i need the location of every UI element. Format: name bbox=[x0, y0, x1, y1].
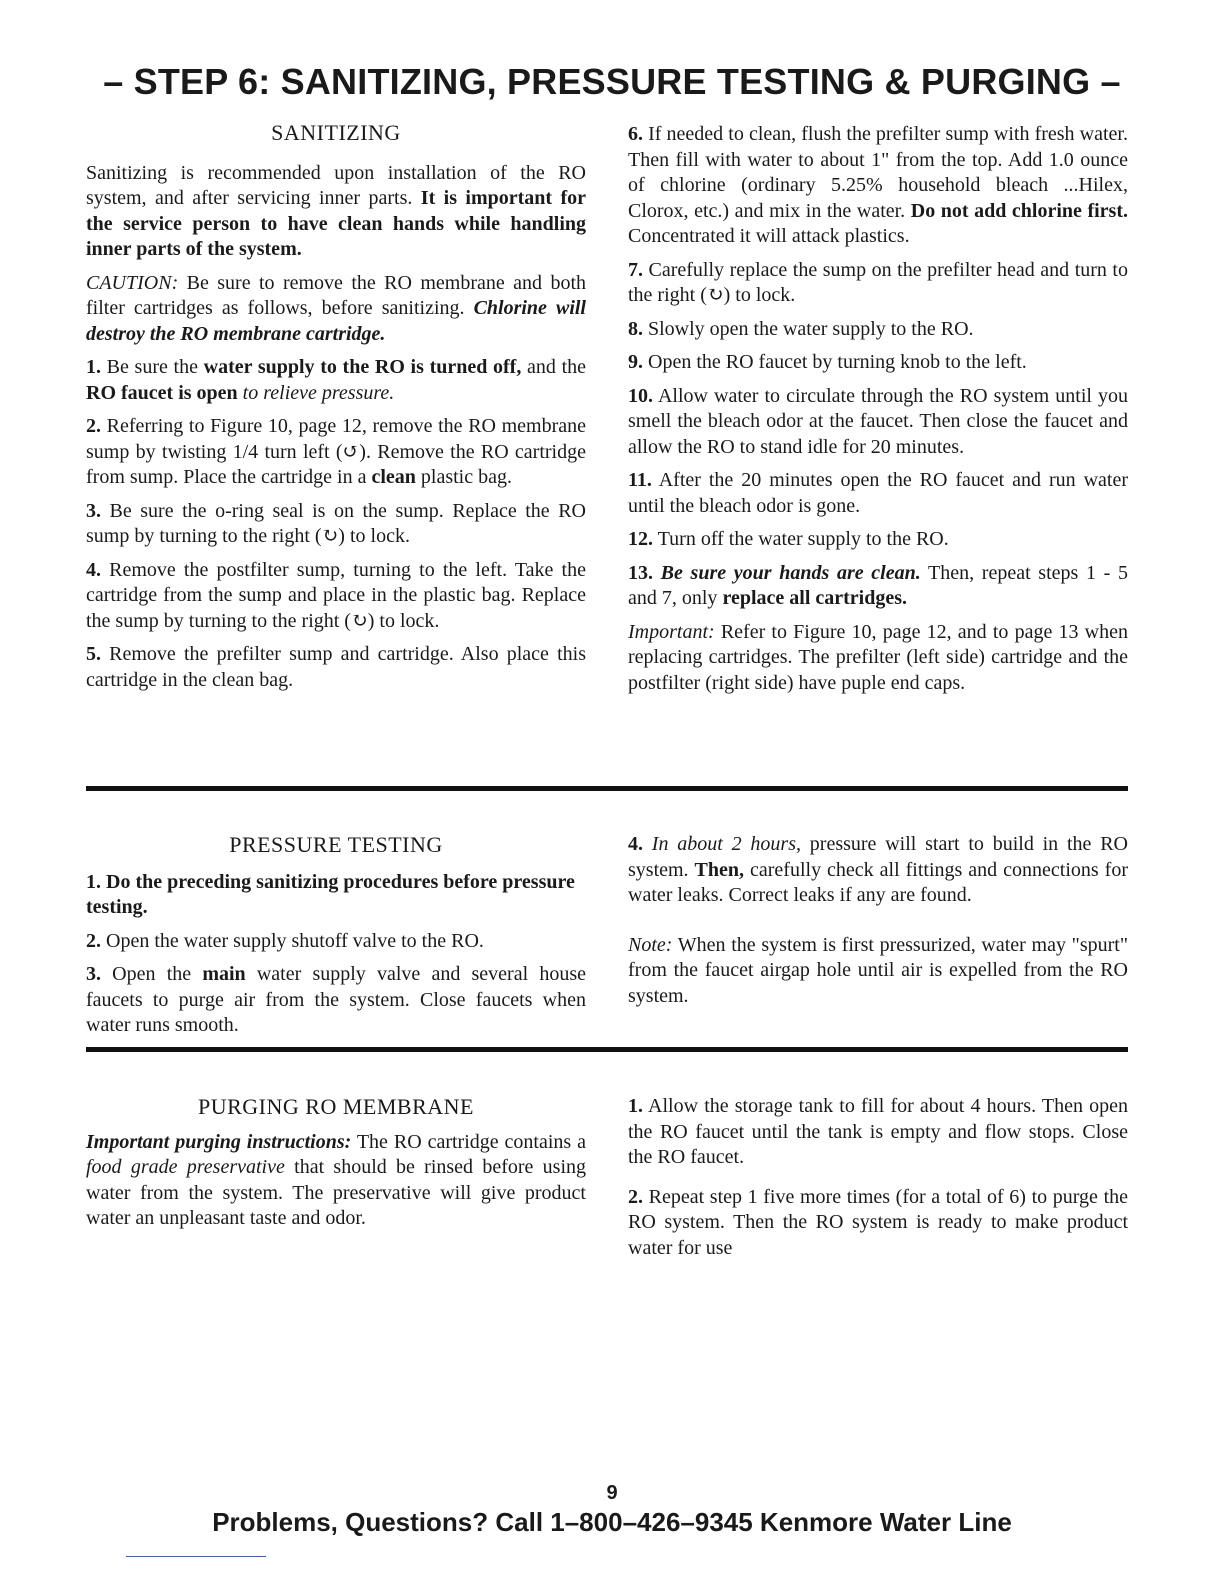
pressure-testing-heading: PRESSURE TESTING bbox=[229, 832, 443, 857]
sanitizing-step-1: 1. Be sure the water supply to the RO is turned off, and the RO faucet is open to relieve pressure. bbox=[86, 356, 586, 404]
pressure-step-1: 1. Do the preceding sanitizing procedures before pressure testing. bbox=[86, 870, 575, 918]
purging-step-1: 1. Allow the storage tank to fill for about 4 hours. Then open the RO faucet until the tank is empty and flow stops. Close the RO faucet. bbox=[628, 1095, 1128, 1168]
scan-mark bbox=[126, 1556, 266, 1557]
sanitizing-left-column bbox=[86, 120, 586, 701]
caution-paragraph: CAUTION: Be sure to remove the RO membrane and both filter cartridges as follows, before sanitizing. Chlorine will destroy the RO membrane cartridge. bbox=[86, 271, 586, 345]
pressure-step-4: 4. In about 2 hours, pressure will start to build in the RO system. Then, carefully check all fittings and connections for water leaks. Correct leaks if any are found. bbox=[628, 833, 1128, 906]
sanitizing-step-3: 3. Be sure the o-ring seal is on the sump. Replace the RO sump by turning to the right (↻) to lock. bbox=[86, 499, 586, 547]
sanitizing-step-7: 7. Carefully replace the sump on the prefilter head and turn to the right (↻) to lock. bbox=[628, 258, 1128, 306]
helpline-footer: Problems, Questions? Call 1–800–426–9345 Kenmore Water Line bbox=[212, 1507, 1012, 1537]
sanitizing-step-12: 12. Turn off the water supply to the RO. bbox=[628, 528, 949, 550]
sanitizing-right-column bbox=[628, 122, 1128, 704]
page-number: 9 bbox=[606, 1482, 618, 1504]
sanitizing-heading: SANITIZING bbox=[271, 120, 401, 145]
sanitizing-step-13: 13. Be sure your hands are clean. Then, repeat steps 1 - 5 and 7, only replace all cartridges. bbox=[628, 561, 1128, 609]
purging-right-column bbox=[628, 1094, 1128, 1269]
sanitizing-step-6: 6. If needed to clean, flush the prefilter sump with fresh water. Then fill with water to about 1" from the top. Add 1.0 ounce of chlorine (ordinary 5.25% household bleach ...Hilex, Clorox, etc.) and mix in the water. Do not add chlorine first. Concentrated it will attack plastics. bbox=[628, 123, 1128, 247]
purging-intro: Important purging instructions: The RO cartridge contains a food grade preservative that should be rinsed before using water from the system. The preservative will give product water an unpleasant taste and odor. bbox=[86, 1130, 587, 1229]
section-divider-1 bbox=[86, 786, 1128, 791]
important-note: Important: Refer to Figure 10, page 12, and to page 13 when replacing cartridges. The prefilter (left side) cartridge and the postfilter (right side) have puple end caps. bbox=[628, 620, 1128, 694]
purging-heading: PURGING RO MEMBRANE bbox=[198, 1094, 474, 1119]
purging-left-column bbox=[86, 1094, 586, 1240]
sanitizing-step-9: 9. Open the RO faucet by turning knob to the left. bbox=[628, 351, 1027, 373]
pressure-testing-left-column bbox=[86, 832, 586, 1047]
pressure-step-2: 2. Open the water supply shutoff valve to the RO. bbox=[86, 929, 484, 952]
pressure-step-3: 3. Open the main water supply valve and several house faucets to purge air from the system. Close faucets when water runs smooth. bbox=[86, 963, 586, 1036]
sanitizing-step-11: 11. After the 20 minutes open the RO faucet and run water until the bleach odor is gone. bbox=[628, 469, 1128, 517]
sanitizing-intro: Sanitizing is recommended upon installation of the RO system, and after servicing inner parts. It is important for the service person to have clean hands while handling inner parts of the system. bbox=[86, 161, 586, 260]
page-title: – STEP 6: SANITIZING, PRESSURE TESTING & PURGING – bbox=[103, 61, 1121, 102]
purging-step-2: 2. Repeat step 1 five more times (for a total of 6) to purge the RO system. Then the RO system is ready to make product water for use bbox=[628, 1185, 1128, 1259]
sanitizing-step-5: 5. Remove the prefilter sump and cartridge. Also place this cartridge in the clean bag. bbox=[86, 643, 586, 691]
sanitizing-step-8: 8. Slowly open the water supply to the RO. bbox=[628, 317, 974, 340]
pressure-note: Note: When the system is first pressurized, water may "spurt" from the faucet airgap hole until air is expelled from the RO system. bbox=[628, 933, 1128, 1007]
section-divider-2 bbox=[86, 1047, 1128, 1052]
pressure-testing-right-column bbox=[628, 832, 1128, 1017]
sanitizing-step-2: 2. Referring to Figure 10, page 12, remove the RO membrane sump by twisting 1/4 turn left (↺). Remove the RO cartridge from sump. Place the cartridge in a clean plastic bag. bbox=[86, 415, 586, 488]
sanitizing-step-4: 4. Remove the postfilter sump, turning to the left. Take the cartridge from the sump and place in the plastic bag. Replace the sump by turning to the right (↻) to lock. bbox=[86, 558, 586, 632]
sanitizing-step-10: 10. Allow water to circulate through the RO system until you smell the bleach odor at the faucet. Then close the faucet and allow the RO to stand idle for 20 minutes. bbox=[628, 384, 1128, 458]
